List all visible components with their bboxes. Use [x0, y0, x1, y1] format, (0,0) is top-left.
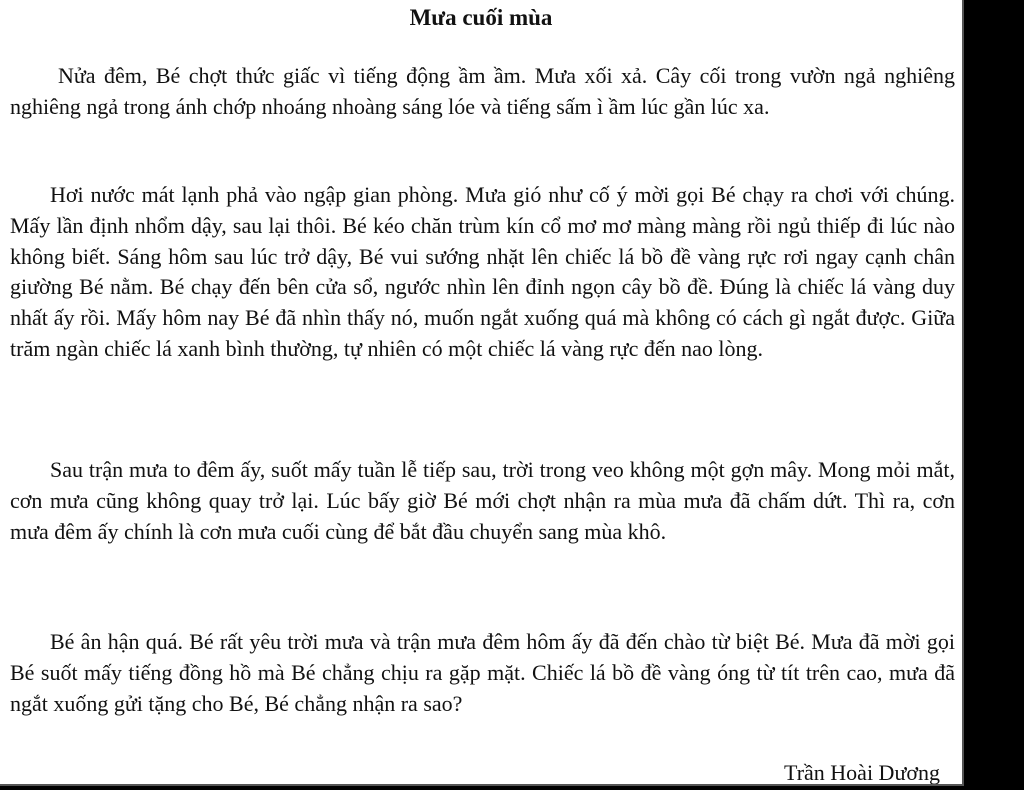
- paragraph-3: Sau trận mưa to đêm ấy, suốt mấy tuần lễ tiếp sau, trời trong veo không một gợn mây. Mong mỏi mắt, cơn mưa cũng không quay trở lại. Lúc bấy giờ Bé mới chợt nhận ra mùa mưa đã chấm dứt. Thì ra, cơn mưa đêm ấy chính là cơn mưa cuối cùng để bắt đầu chuyển sang mùa khô.: [10, 457, 955, 544]
- author-signature: Trần Hoài Dương: [784, 760, 940, 785]
- paragraph-4: Bé ân hận quá. Bé rất yêu trời mưa và trận mưa đêm hôm ấy đã đến chào từ biệt Bé. Mưa đã mời gọi Bé suốt mấy tiếng đồng hồ mà Bé chẳng chịu ra gặp mặt. Chiếc lá bồ đề vàng óng từ tít trên cao, mưa đã ngắt xuống gửi tặng cho Bé, Bé chẳng nhận ra sao?: [10, 629, 955, 716]
- document-title: Mưa cuối mùa: [409, 5, 553, 30]
- paragraph-2: Hơi nước mát lạnh phả vào ngập gian phòng. Mưa gió như cố ý mời gọi Bé chạy ra chơi với chúng. Mấy lần định nhổm dậy, sau lại thôi. Bé kéo chăn trùm kín cổ mơ mơ màng màng rồi ngủ thiếp đi lúc nào không biết. Sáng hôm sau lúc trở dậy, Bé vui sướng nhặt lên chiếc lá bồ đề vàng rực rơi ngay cạnh chân giường Bé nằm. Bé chạy đến bên cửa sổ, ngước nhìn lên đỉnh ngọn cây bồ đề. Đúng là chiếc lá vàng duy nhất ấy rồi. Mấy hôm nay Bé đã nhìn thấy nó, muốn ngắt xuống quá mà không có cách gì ngắt được. Giữa trăm ngàn chiếc lá xanh bình thường, tự nhiên có một chiếc lá vàng rực đến nao lòng.: [10, 182, 955, 361]
- paragraph-1: Nửa đêm, Bé chợt thức giấc vì tiếng động ầm ầm. Mưa xối xả. Cây cối trong vườn ngả nghiêng nghiêng ngả trong ánh chớp nhoáng nhoàng sáng lóe và tiếng sấm ì ầm lúc gần lúc xa.: [10, 63, 955, 119]
